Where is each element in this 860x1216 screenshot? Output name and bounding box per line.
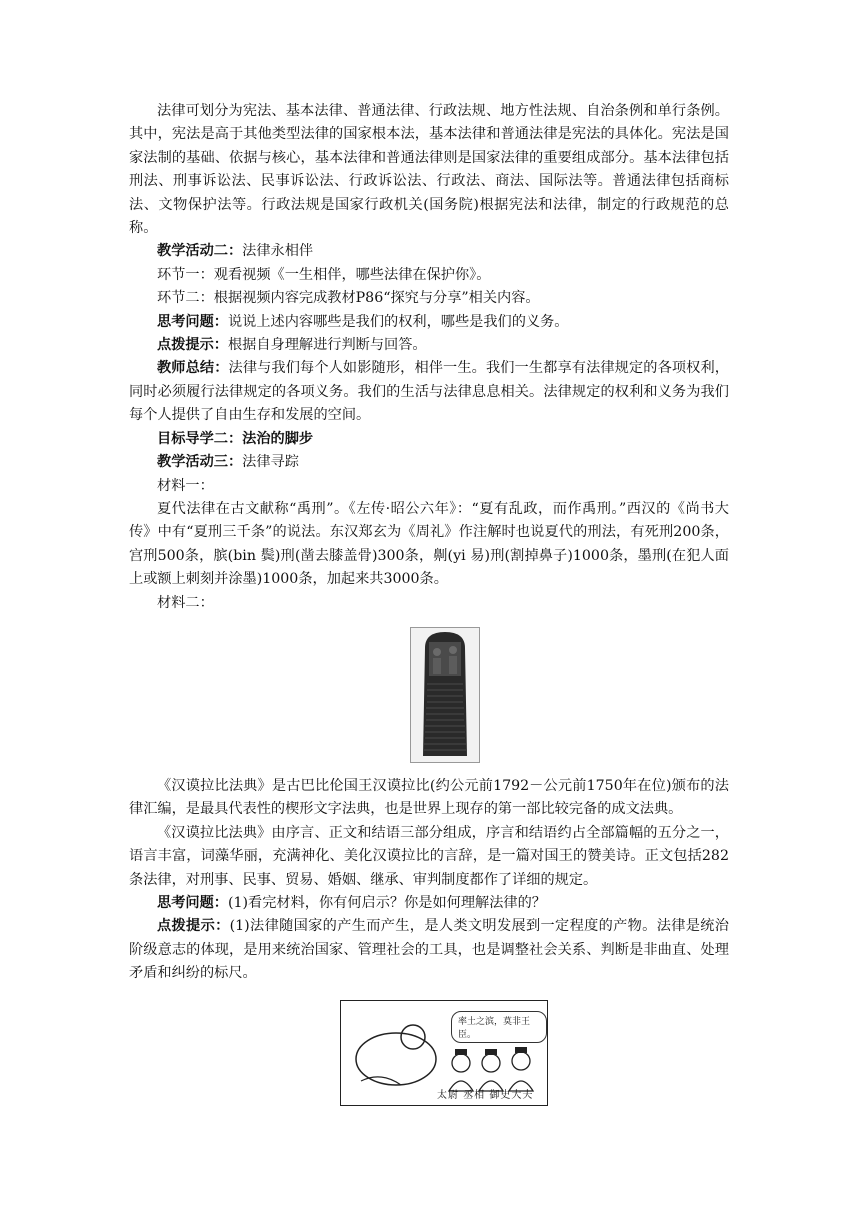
material-two-label: 材料二： (157, 594, 214, 611)
activity-three-title: 法律寻踪 (242, 454, 299, 471)
document-page (129, 100, 729, 1106)
think-label: 思考问题： (157, 313, 228, 330)
step-one: 环节一：观看视频《一生相伴，哪些法律在保护你》。 (157, 266, 491, 283)
summary-text: 法律与我们每个人如影随形，相伴一生。我们一生都享有法律规定的各项权利，同时必须履行法律规定的各项义务。我们的生活与法律息息相关。法律规定的权利和义务为我们每个人提供了自由生存和发展的空间。 (129, 360, 729, 424)
summary-label: 教师总结： (157, 360, 229, 377)
think-question-one (129, 311, 729, 334)
material-one-text: 夏代法律在古文献称“禹刑”。《左传·昭公六年》：“夏有乱政，而作禹刑。”西汉的《尚书大传》中有“夏刑三千条”的说法。东汉郑玄为《周礼》作注解时也说夏代的刑法，有死刑200条，宫刑500条，膑(bin 鬓)刑(凿去膝盖骨)300条，劓(yi 易)刑(割掉鼻子)1000条，墨刑(在犯人面上或额上刺刻并涂墨)1000条，加起来共3000条。 (129, 500, 729, 588)
hint-text-two: (1)法律随国家的产生而产生，是人类文明发展到一定程度的产物。法律是统治阶级意志的体现，是用来统治国家、管理社会的工具，也是调整社会关系、判断是非曲直、处理矛盾和纠纷的标尺。 (129, 918, 729, 982)
hint-label: 点拨提示： (157, 337, 228, 354)
speech-bubble: 率土之滨，莫非王臣。 (451, 1011, 547, 1043)
material-one-label: 材料一： (157, 477, 214, 494)
emperor-cartoon-image (340, 1000, 548, 1106)
teacher-summary (129, 357, 729, 427)
activity-three-label: 教学活动三： (157, 454, 243, 471)
stele-icon (411, 628, 479, 762)
activity-two-label: 教学活动二： (157, 243, 243, 260)
cartoon-caption: 太尉 丞相 御史大夫 (437, 1089, 534, 1101)
hint-label-two: 点拨提示： (157, 918, 230, 935)
hammurabi-paragraph-one: 《汉谟拉比法典》是古巴比伦国王汉谟拉比(约公元前1792－公元前1750年在位)颁布的法律汇编，是最具代表性的楔形文字法典，也是世界上现存的第一部比较完备的成文法典。 (129, 777, 729, 818)
activity-two-heading (129, 240, 729, 263)
paragraph-law-types: 法律可划分为宪法、基本法律、普通法律、行政法规、地方性法规、自治条例和单行条例。其中，宪法是高于其他类型法律的国家根本法，基本法律和普通法律是宪法的具体化。宪法是国家法制的基础、依据与核心，基本法律和普通法律则是国家法律的重要组成部分。基本法律包括刑法、刑事诉讼法、民事诉讼法、行政诉讼法、行政法、商法、国际法等。普通法律包括商标法、文物保护法等。行政法规是国家行政机关(国务院)根据宪法和法律，制定的行政规范的总称。 (129, 103, 729, 237)
activity-three-heading (129, 451, 729, 474)
step-two: 环节二：根据视频内容完成教材P86“探究与分享”相关内容。 (157, 290, 540, 307)
hint-text: 根据自身理解进行判断与回答。 (227, 337, 427, 354)
think-question-two (129, 892, 729, 915)
hint-one (129, 334, 729, 357)
hammurabi-paragraph-two: 《汉谟拉比法典》由序言、正文和结语三部分组成，序言和结语约占全部篇幅的五分之一，语言丰富，词藻华丽，充满神化、美化汉谟拉比的言辞，是一篇对国王的赞美诗。正文包括282条法律，对刑事、民事、贸易、婚姻、继承、审判制度都作了详细的规定。 (129, 824, 729, 888)
think-label-two: 思考问题： (157, 894, 228, 911)
hammurabi-stele-image (410, 627, 480, 763)
goal-two-heading: 目标导学二：法治的脚步 (157, 430, 314, 447)
activity-two-title: 法律永相伴 (242, 243, 314, 260)
think-text: 说说上述内容哪些是我们的权利，哪些是我们的义务。 (227, 313, 569, 330)
hint-two (129, 915, 729, 985)
think-text-two: (1)看完材料，你有何启示？你是如何理解法律的？ (227, 894, 546, 911)
